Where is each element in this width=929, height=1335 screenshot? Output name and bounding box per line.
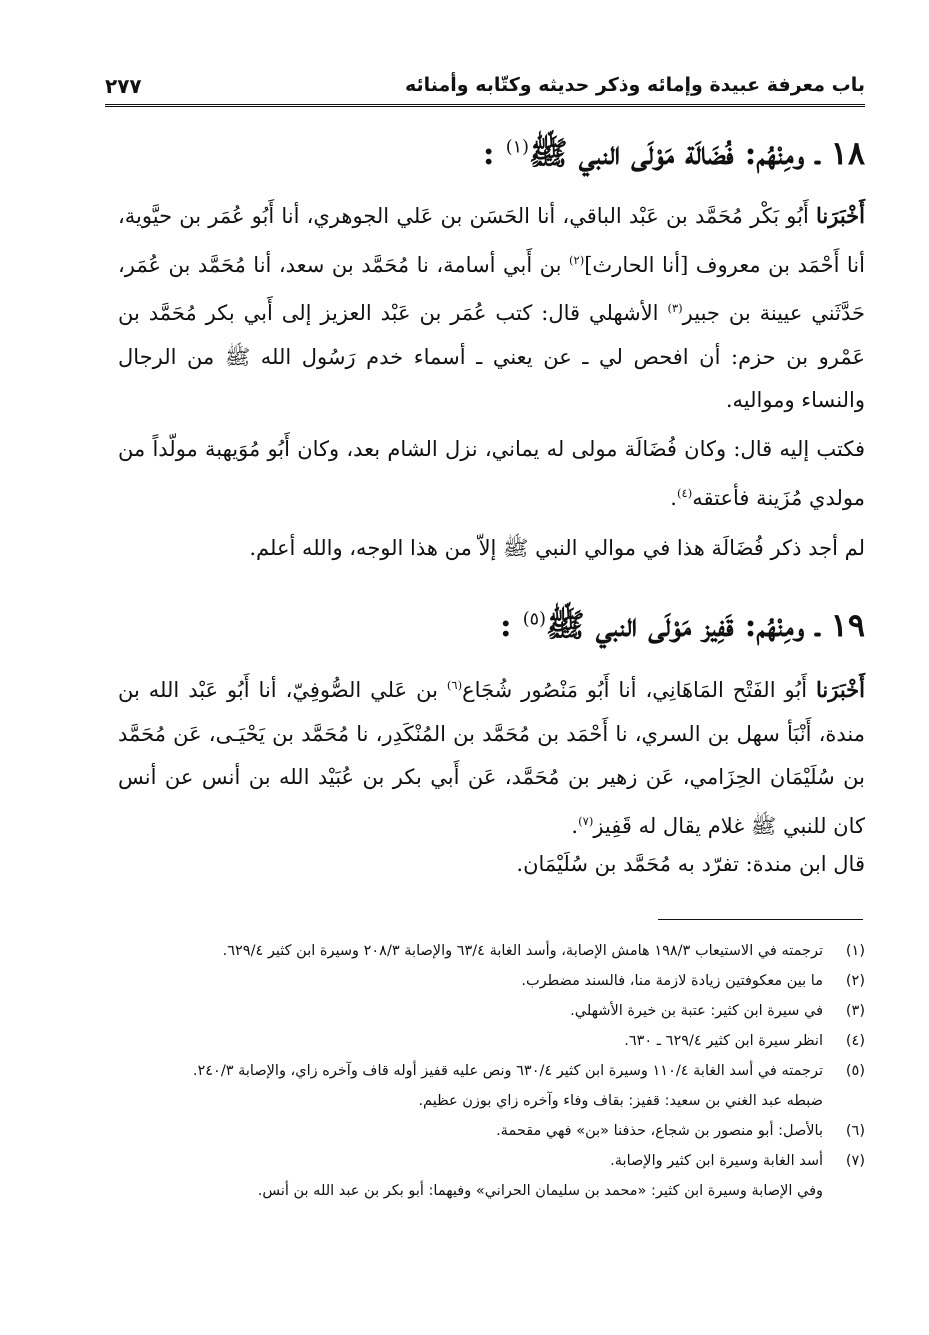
footnote-item	[110, 1028, 865, 1054]
body-text: أَبُو بَكْر مُحَمَّد بن عَبْد الباقي، أنا الحَسَن بن عَلي الجوهري، أنا أَبُو عُمَر بن حيَّوية، أنا أَحْمَد بن معروف [أنا الحارث]	[118, 204, 865, 277]
body-text: بن عَلي الصُّوفِيّ، أنا أَبُو عَبْد الله بن مندة، أَنْبَأ سهل بن السري، نا أَحْمَد بن مُحَمَّد بن المُنْكَدِر، نا مُحَمَّد بن يَحْيَـى، عَن مُحَمَّد بن سُلَيْمَان الحِزَامي، عَن زهير بن مُحَمَّد، عَن أَبي بكر بن عُبَيْد الله بن أنس عن أنس كان للنبي ﷺ غلام يقال له قَفِيز	[118, 678, 865, 838]
footnote-number: (٦)	[845, 1123, 865, 1139]
footnote-item	[110, 1058, 865, 1084]
footnote-text: انظر سيرة ابن كثير ٦٢٩/٤ ـ ٦٣٠.	[624, 1033, 823, 1049]
heading-colon: :	[482, 134, 506, 172]
footnote-number: (٤)	[845, 1033, 865, 1049]
heading-colon: :	[499, 606, 523, 644]
footnote-item	[110, 1118, 865, 1144]
footnote-continuation	[110, 1178, 865, 1204]
footnote-text: ما بين معكوفتين زيادة لازمة منا، فالسند مضطرب.	[521, 973, 823, 989]
footnote-number: (٣)	[845, 1003, 865, 1019]
footnote-number: (٧)	[845, 1153, 865, 1169]
body-text: .	[571, 813, 579, 838]
footnote-number: (٢)	[845, 973, 865, 989]
body-text: الأشهلي قال: كتب عُمَر بن عَبْد العزيز إلى أَبي بكر مُحَمَّد بن عَمْرو بن حزم: أن افحص لي ـ عن يعني ـ أسماء خدم رَسُول الله ﷺ من الرجال والنساء ومواليه.	[118, 301, 865, 412]
footnote-ref[interactable]: (٥)	[522, 609, 546, 630]
footnotes	[110, 938, 865, 1208]
footnote-item	[110, 998, 865, 1024]
footnote-divider	[658, 919, 863, 920]
footnote-ref[interactable]: (١)	[505, 137, 529, 158]
footnote-ref[interactable]: (٧)	[578, 813, 594, 828]
isnad-paragraph	[118, 194, 865, 423]
footnote-ref[interactable]: (٦)	[446, 678, 463, 692]
author-note-paragraph	[118, 527, 865, 571]
section-heading-19	[120, 606, 865, 652]
footnote-text: بالأصل: أبو منصور بن شجاع، حذفنا «بن» فهي مقحمة.	[496, 1123, 823, 1139]
footnote-continuation	[110, 1088, 865, 1114]
footnote-text: ترجمته في أسد الغابة ١١٠/٤ وسيرة ابن كثير ٦٣٠/٤ ونص عليه قفيز أوله قاف وآخره زاي، والإصابة ٢٤٠/٣.	[192, 1063, 823, 1079]
body-text: قال ابن مندة: تفرّد به مُحَمَّد بن سُلَيْمَان.	[516, 852, 865, 876]
footnote-text: ضبطه عبد الغني بن سعيد: قفيز: بقاف وفاء وآخره زاي بوزن عظيم.	[418, 1093, 823, 1109]
footnote-ref[interactable]: (٣)	[667, 301, 683, 315]
body-text: بن أَبي أسامة، نا مُحَمَّد بن سعد، أنا مُحَمَّد بن عُمَر، حَدَّثَني عيينة بن جبير	[118, 252, 865, 325]
body-text: لم أجد ذكر فُضَالَة هذا في موالي النبي ﷺ إلاّ من هذا الوجه، والله أعلم.	[249, 536, 865, 560]
footnote-item	[110, 938, 865, 964]
body-text: أَبُو الفَتْح المَاهَانِي، أنا أَبُو مَنْصُور شُجَاع	[462, 678, 816, 702]
ibn-mandah-paragraph	[118, 843, 865, 887]
footnote-text: في سيرة ابن كثير: عتبة بن خيرة الأشهلي.	[570, 1003, 823, 1019]
isnad-paragraph	[118, 664, 865, 848]
footnote-ref[interactable]: (٤)	[676, 485, 693, 500]
footnote-text: ترجمته في الاستيعاب ١٩٨/٣ هامش الإصابة، وأسد الغابة ٦٣/٤ والإصابة ٢٠٨/٣ وسيرة ابن كثير ٦٢٩/٤.	[222, 943, 823, 959]
footnote-item	[110, 968, 865, 994]
lead-word: أَخْبَرَنا	[816, 677, 865, 702]
body-text: فكتب إليه قال: وكان فُضَالَة مولى له يماني، نزل الشام بعد، وكان أَبُو مُوَيهبة مولّداً من مولدي مُزَينة فأعتقه	[118, 437, 865, 510]
section-heading-text: ١٩ ـ ومِنْهُم: قَفِيز مَوْلَى النبي ﷺ	[546, 606, 865, 644]
footnote-number: (١)	[845, 943, 865, 959]
section-heading-18	[120, 134, 865, 180]
page-number: ٢٧٧	[105, 74, 142, 98]
footnote-text: أسد الغابة وسيرة ابن كثير والإصابة.	[610, 1153, 823, 1169]
running-header	[105, 62, 865, 108]
running-title: باب معرفة عبيدة وإمائه وذكر حديثه وكتّابه وأمنائه	[404, 74, 865, 96]
header-divider	[105, 104, 865, 107]
body-text: .	[670, 485, 677, 510]
footnote-item	[110, 1148, 865, 1174]
footnote-ref[interactable]: (٢)	[568, 252, 585, 267]
footnote-text: وفي الإصابة وسيرة ابن كثير: «محمد بن سليمان الحراني» وفيهما: أبو بكر بن عبد الله بن أنس.	[257, 1183, 823, 1199]
section-heading-text: ١٨ ـ ومِنْهُم: فُضَالَة مَوْلَى النبي ﷺ	[528, 134, 865, 172]
reply-paragraph	[118, 428, 865, 520]
lead-word: أَخْبَرَنا	[816, 203, 865, 228]
footnote-number: (٥)	[845, 1063, 865, 1079]
